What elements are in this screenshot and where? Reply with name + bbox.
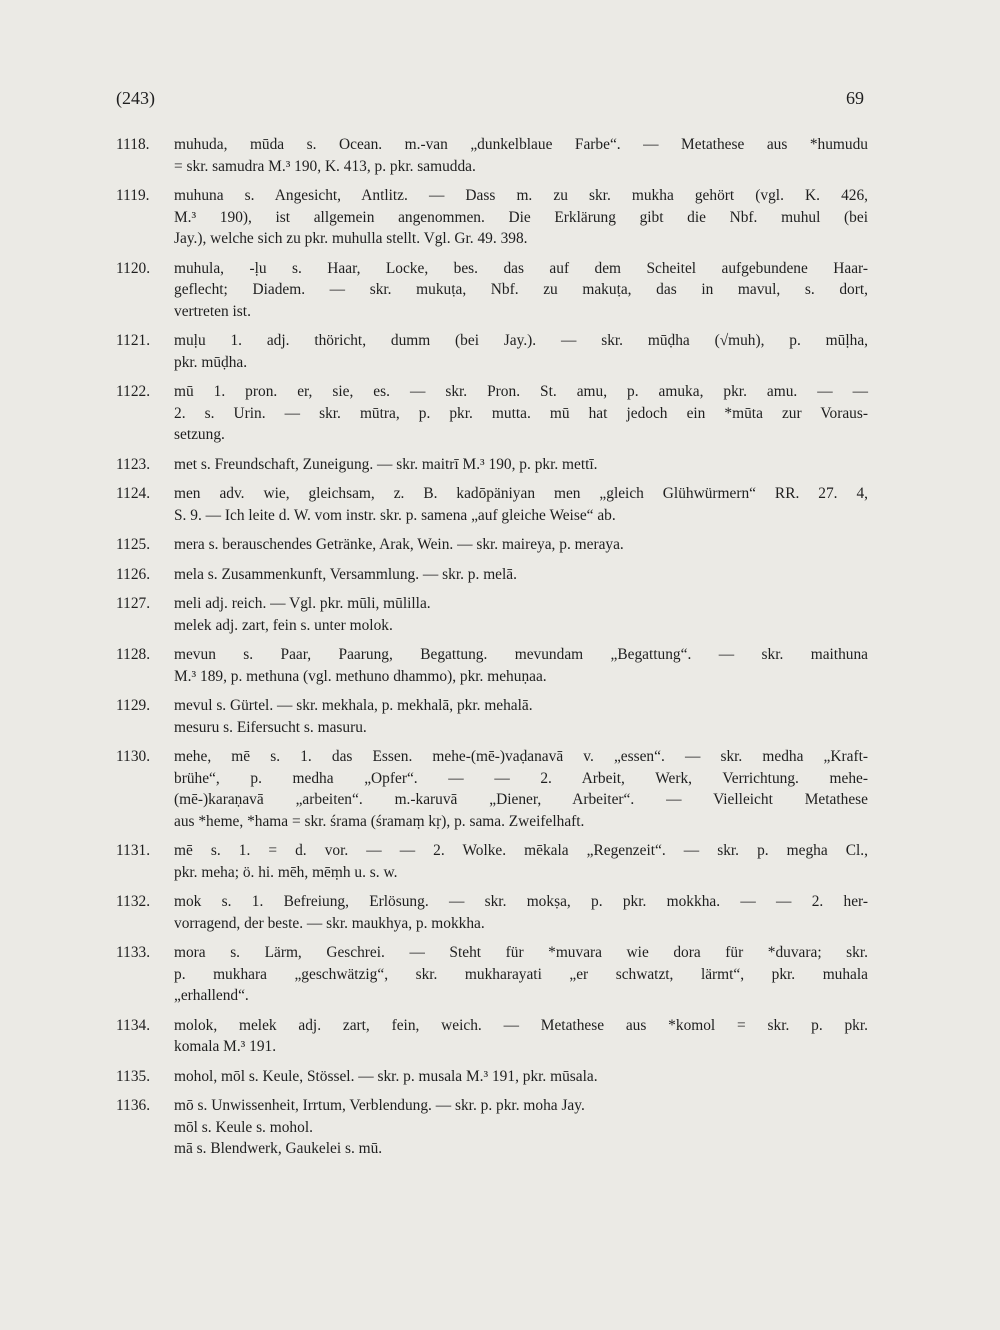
entry-line: mora s. Lärm, Geschrei. — Steht für *muvara wie dora für *duvara; skr. bbox=[174, 944, 868, 961]
dictionary-entry bbox=[116, 1138, 868, 1160]
entry-line: aus *heme, *hama = skr. śrama (śramaṃ kṛ), p. sama. Zweifelhaft. bbox=[174, 812, 585, 830]
dictionary-entry bbox=[116, 942, 868, 1007]
dictionary-entry bbox=[116, 258, 868, 323]
entry-number: 1135. bbox=[116, 1067, 151, 1085]
dictionary-entry bbox=[116, 593, 868, 615]
dictionary-entry bbox=[116, 1117, 868, 1139]
dictionary-entry bbox=[116, 534, 868, 556]
entry-line: 2. s. Urin. — skr. mūtra, p. pkr. mutta. mū hat jedoch ein *mūta zur Voraus- bbox=[174, 404, 868, 422]
entry-number: 1125. bbox=[116, 536, 151, 553]
entry-line: mū 1. pron. er, sie, es. — skr. Pron. St. amu, p. amuka, pkr. amu. — — bbox=[174, 383, 868, 400]
entry-line: M.³ 190), ist allgemein angenommen. Die Erklärung gibt die Nbf. muhul (bei bbox=[174, 208, 868, 226]
entry-number: 1118. bbox=[116, 136, 150, 153]
entry-line: melek adj. zart, fein s. unter molok. bbox=[174, 616, 393, 634]
dictionary-entry bbox=[116, 185, 868, 250]
dictionary-entry bbox=[116, 615, 868, 637]
dictionary-entry bbox=[116, 840, 868, 883]
entry-line: „erhallend“. bbox=[174, 987, 249, 1004]
dictionary-entry bbox=[116, 1066, 868, 1088]
entry-line: meli adj. reich. — Vgl. pkr. mūli, mūlilla. bbox=[174, 595, 431, 612]
entry-number: 1124. bbox=[116, 485, 151, 502]
entry-line: mevul s. Gürtel. — skr. mekhala, p. mekhalā, pkr. mehalā. bbox=[174, 697, 533, 714]
dictionary-entry bbox=[116, 483, 868, 526]
entry-line: molok, melek adj. zart, fein, weich. — Metathese aus *komol = skr. p. pkr. bbox=[174, 1016, 868, 1034]
entry-line: pkr. mūḍha. bbox=[174, 353, 248, 371]
entry-line: vorragend, der beste. — skr. maukhya, p. mokkha. bbox=[174, 914, 485, 932]
entry-line: mōl s. Keule s. mohol. bbox=[174, 1118, 313, 1136]
dictionary-entry bbox=[116, 717, 868, 739]
entry-line: men adv. wie, gleichsam, z. B. kadōpäniyan men „gleich Glühwürmern“ RR. 27. 4, bbox=[174, 485, 868, 502]
page-number-bracketed: (243) bbox=[116, 88, 155, 108]
entry-line: mesuru s. Eifersucht s. masuru. bbox=[174, 718, 367, 736]
entry-line: mera s. berauschendes Getränke, Arak, Wein. — skr. maireya, p. meraya. bbox=[174, 536, 624, 553]
entry-number: 1119. bbox=[116, 187, 150, 204]
entry-line: pkr. meha; ö. hi. mēh, mēṃh u. s. w. bbox=[174, 863, 398, 881]
entry-number: 1130. bbox=[116, 748, 151, 765]
entry-number: 1132. bbox=[116, 893, 151, 910]
entry-line: mō s. Unwissenheit, Irrtum, Verblendung. — skr. p. pkr. moha Jay. bbox=[174, 1097, 585, 1114]
dictionary-entry bbox=[116, 134, 868, 177]
page-number: 69 bbox=[846, 88, 864, 108]
page-header bbox=[116, 88, 864, 112]
entry-line: mok s. 1. Befreiung, Erlösung. — skr. mokṣa, p. pkr. mokkha. — — 2. her- bbox=[174, 893, 868, 910]
dictionary-entry bbox=[116, 695, 868, 717]
entry-line: met s. Freundschaft, Zuneigung. — skr. maitrī M.³ 190, p. pkr. mettī. bbox=[174, 455, 598, 473]
entry-line: S. 9. — Ich leite d. W. vom instr. skr. p. samena „auf gleiche Weise“ ab. bbox=[174, 506, 616, 524]
entry-number: 1123. bbox=[116, 455, 151, 473]
dictionary-entry bbox=[116, 644, 868, 687]
entry-number: 1131. bbox=[116, 842, 151, 859]
dictionary-entry bbox=[116, 381, 868, 446]
entry-number: 1128. bbox=[116, 646, 151, 663]
entry-number: 1134. bbox=[116, 1016, 151, 1034]
entry-line: muhula, -ḷu s. Haar, Locke, bes. das auf dem Scheitel aufgebundene Haar- bbox=[174, 259, 868, 277]
entry-line: setzung. bbox=[174, 426, 225, 443]
dictionary-entry bbox=[116, 1015, 868, 1058]
entry-line: mē s. 1. = d. vor. — — 2. Wolke. mēkala „Regenzeit“. — skr. p. megha Cl., bbox=[174, 842, 868, 859]
dictionary-entry bbox=[116, 330, 868, 373]
entry-line: mehe, mē s. 1. das Essen. mehe-(mē-)vaḍanavā v. „essen“. — skr. medha „Kraft- bbox=[174, 748, 868, 765]
entry-line: muhuda, mūda s. Ocean. m.-van „dunkelblaue Farbe“. — Metathese aus *humudu bbox=[174, 136, 868, 153]
entry-number: 1127. bbox=[116, 595, 151, 612]
entry-line: p. mukhara „geschwätzig“, skr. mukharayati „er schwatzt, lärmt“, pkr. muhala bbox=[174, 965, 868, 983]
dictionary-entry bbox=[116, 1095, 868, 1117]
entry-number: 1120. bbox=[116, 259, 151, 277]
entry-line: komala M.³ 191. bbox=[174, 1038, 277, 1055]
entry-line: vertreten ist. bbox=[174, 302, 251, 320]
entry-number: 1136. bbox=[116, 1097, 151, 1114]
dictionary-entry bbox=[116, 454, 868, 476]
entry-number: 1126. bbox=[116, 565, 151, 583]
entry-line: mela s. Zusammenkunft, Versammlung. — skr. p. melā. bbox=[174, 565, 517, 583]
entry-line: muhuna s. Angesicht, Antlitz. — Dass m. zu skr. mukha gehört (vgl. K. 426, bbox=[174, 187, 868, 204]
dictionary-entry bbox=[116, 746, 868, 832]
entry-line: = skr. samudra M.³ 190, K. 413, p. pkr. samudda. bbox=[174, 157, 476, 175]
entry-line: mevun s. Paar, Paarung, Begattung. mevundam „Begattung“. — skr. maithuna bbox=[174, 646, 868, 663]
dictionary-entry bbox=[116, 891, 868, 934]
dictionary-entry bbox=[116, 564, 868, 586]
entry-number: 1129. bbox=[116, 697, 151, 714]
entry-line: (mē-)karaṇavā „arbeiten“. m.-karuvā „Diener, Arbeiter“. — Vielleicht Metathese bbox=[174, 791, 868, 808]
entry-line: muḷu 1. adj. thöricht, dumm (bei Jay.). — skr. mūḍha (√muh), p. mūḷha, bbox=[174, 332, 868, 349]
entry-line: brühe“, p. medha „Opfer“. — — 2. Arbeit, Werk, Verrichtung. mehe- bbox=[174, 769, 868, 787]
entry-number: 1133. bbox=[116, 944, 151, 961]
entry-line: M.³ 189, p. methuna (vgl. methuno dhammo), pkr. mehuṇaa. bbox=[174, 667, 547, 685]
dictionary-entries bbox=[116, 134, 868, 1168]
entry-line: mā s. Blendwerk, Gaukelei s. mū. bbox=[174, 1140, 383, 1157]
entry-number: 1122. bbox=[116, 383, 151, 400]
entry-line: mohol, mōl s. Keule, Stössel. — skr. p. musala M.³ 191, pkr. mūsala. bbox=[174, 1067, 598, 1085]
entry-number: 1121. bbox=[116, 332, 151, 349]
entry-line: geflecht; Diadem. — skr. mukuṭa, Nbf. zu makuṭa, das in mavul, s. dort, bbox=[174, 281, 868, 298]
entry-line: Jay.), welche sich zu pkr. muhulla stellt. Vgl. Gr. 49. 398. bbox=[174, 230, 528, 247]
